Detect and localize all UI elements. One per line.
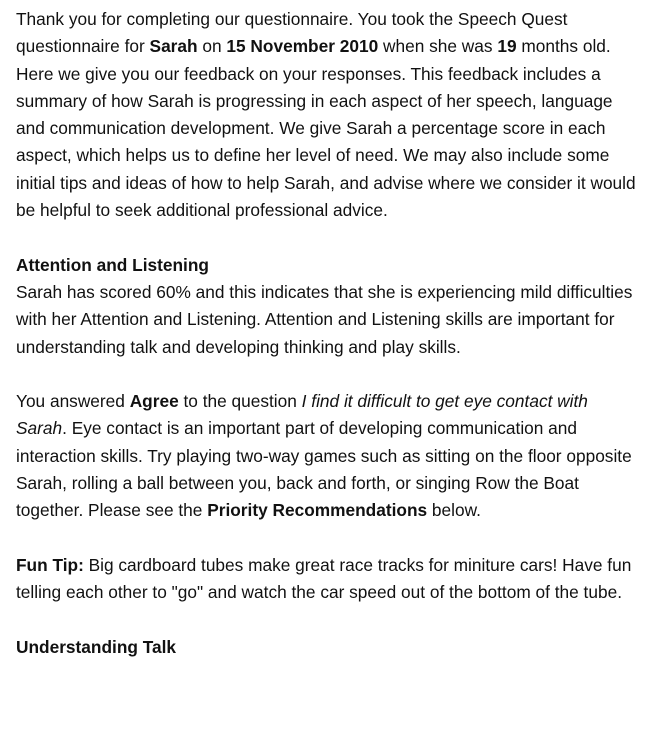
intro-text-2: on xyxy=(197,36,227,57)
fun-tip-text: Big cardboard tubes make great race tracks for miniture cars! Have fun telling each other to "go" and watch the car speed out of the bottom of the tube. xyxy=(16,554,632,603)
intro-text-4: months old. Here we give you our feedback on your responses. This feedback includes a summary of how Sarah is progressing in each aspect of her speech, language and communication development. We give Sarah a percentage score in each aspect, which helps us to define her level of need. We may also include some initial tips and ideas of how to help Sarah, and advise where we consider it would be helpful to seek additional professional advice. xyxy=(16,36,636,221)
child-name: Sarah xyxy=(149,36,198,57)
answer-text-4: below. xyxy=(427,500,481,521)
answer-text-3: . Eye contact is an important part of developing communication and interaction skills. Try playing two-way games such as sitting on the floor opposite Sarah, rolling a ball between you, back and forth, or singing Row the Boat together. Please see the xyxy=(16,418,632,521)
answer-value: Agree xyxy=(129,391,179,412)
intro-text-1: Thank you for completing our questionnaire. You took the Speech Quest questionnaire for xyxy=(16,9,568,57)
attention-answer-paragraph xyxy=(16,388,641,524)
attention-summary: Sarah has scored 60% and this indicates that she is experiencing mild difficulties with her Attention and Listening. Attention and Listening skills are important for understanding talk and developing thinking and play skills. xyxy=(16,281,633,357)
questionnaire-date: 15 November 2010 xyxy=(226,36,379,57)
answer-text-1: You answered xyxy=(16,391,130,412)
attention-listening-heading: Attention and Listening xyxy=(16,254,209,275)
child-age: 19 xyxy=(497,36,517,57)
priority-recommendations-reference: Priority Recommendations xyxy=(207,500,428,521)
intro-paragraph xyxy=(16,6,641,224)
fun-tip-paragraph xyxy=(16,552,641,607)
fun-tip-label: Fun Tip: xyxy=(16,554,84,575)
intro-text-3: when she was xyxy=(378,36,498,57)
answer-text-2: to the question xyxy=(178,391,302,412)
question-text: I find it difficult to get eye contact with Sarah xyxy=(16,391,588,439)
understanding-talk-heading: Understanding Talk xyxy=(16,636,177,657)
